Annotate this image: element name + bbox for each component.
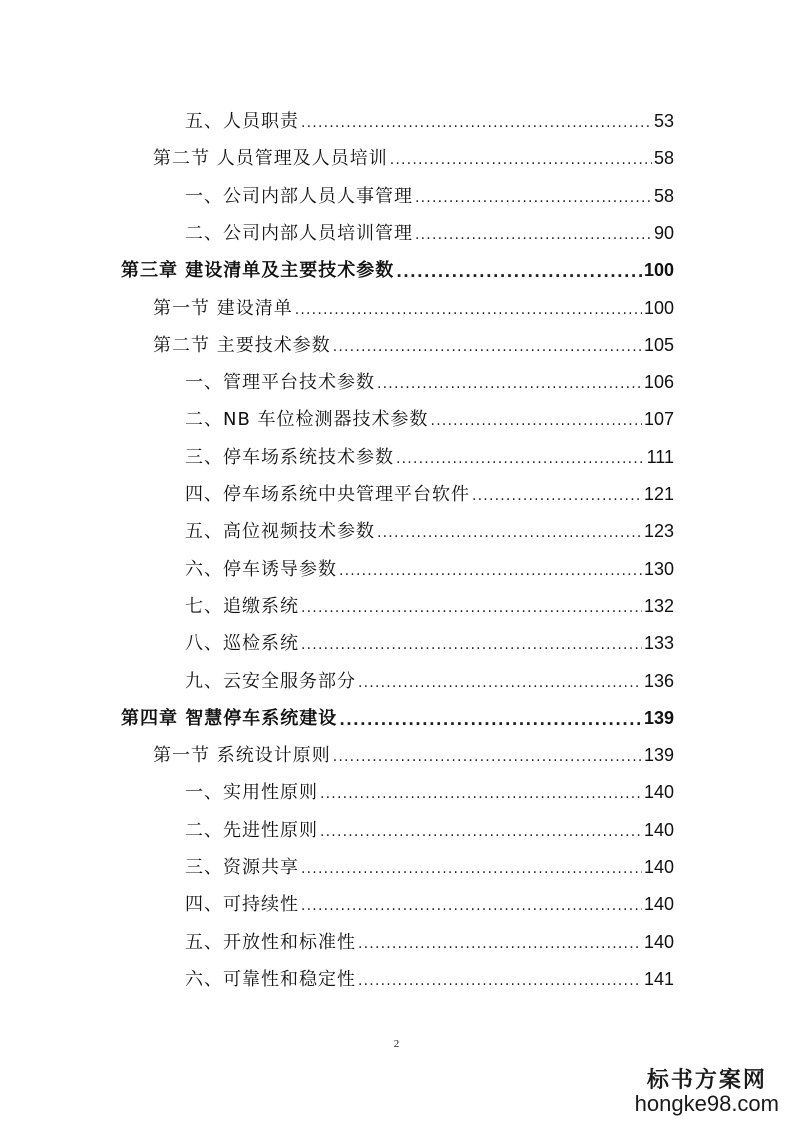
toc-entry-page-number: 58: [653, 186, 674, 207]
site-watermark: [635, 1068, 779, 1116]
toc-entry-page-number: 100: [643, 260, 674, 281]
toc-entry-page-number: 105: [643, 335, 674, 356]
toc-entry-title: 第一节 建设清单: [153, 298, 293, 320]
toc-entry-page-number: 100: [643, 298, 674, 319]
toc-entry-title: 七、追缴系统: [185, 596, 299, 618]
toc-entry-title: 第四章 智慧停车系统建设: [121, 708, 338, 730]
toc-entry-title: 六、停车诱导参数: [185, 559, 337, 581]
toc-entry-title: 九、云安全服务部分: [185, 671, 356, 693]
toc-subsection-entry[interactable]: [185, 552, 674, 580]
toc-entry-page-number: 130: [643, 559, 674, 580]
toc-subsection-entry[interactable]: [185, 104, 674, 132]
toc-subsection-entry[interactable]: [185, 216, 674, 244]
toc-dot-leader: [358, 676, 642, 692]
toc-dot-leader: [472, 489, 642, 505]
toc-chapter-entry[interactable]: [121, 701, 674, 729]
toc-entry-title: 三、资源共享: [185, 857, 299, 879]
toc-dot-leader: [390, 153, 652, 169]
toc-entry-page-number: 123: [643, 521, 674, 542]
toc-entry-page-number: 111: [646, 447, 674, 468]
toc-subsection-entry[interactable]: [185, 925, 674, 953]
toc-entry-page-number: 140: [643, 820, 674, 841]
toc-dot-leader: [320, 787, 642, 803]
toc-entry-title: 五、开放性和标准性: [185, 932, 356, 954]
toc-entry-page-number: 136: [643, 671, 674, 692]
toc-dot-leader: [295, 303, 642, 319]
toc-entry-page-number: 90: [653, 223, 674, 244]
toc-subsection-entry[interactable]: [185, 402, 674, 430]
toc-dot-leader: [415, 191, 652, 207]
toc-subsection-entry[interactable]: [185, 962, 674, 990]
toc-entry-page-number: 133: [643, 633, 674, 654]
toc-subsection-entry[interactable]: [185, 365, 674, 393]
toc-subsection-entry[interactable]: [185, 514, 674, 542]
toc-subsection-entry[interactable]: [185, 850, 674, 878]
toc-dot-leader: [377, 526, 642, 542]
toc-dot-leader: [301, 601, 642, 617]
toc-entry-title: 第二节 主要技术参数: [153, 335, 331, 357]
toc-entry-page-number: 132: [643, 596, 674, 617]
toc-entry-page-number: 139: [643, 745, 674, 766]
toc-subsection-entry[interactable]: [185, 887, 674, 915]
toc-dot-leader: [333, 750, 642, 766]
toc-entry-page-number: 140: [643, 894, 674, 915]
toc-subsection-entry[interactable]: [185, 775, 674, 803]
toc-entry-title: 第一节 系统设计原则: [153, 745, 331, 767]
toc-entry-title: 六、可靠性和稳定性: [185, 969, 356, 991]
toc-dot-leader: [396, 264, 642, 282]
toc-dot-leader: [320, 825, 642, 841]
page-number: 2: [393, 1038, 400, 1050]
toc-dot-leader: [301, 862, 642, 878]
toc-entry-title: 四、可持续性: [185, 894, 299, 916]
toc-entry-page-number: 121: [643, 484, 674, 505]
toc-entry-page-number: 58: [653, 148, 674, 169]
toc-dot-leader: [301, 899, 642, 915]
toc-subsection-entry[interactable]: [185, 813, 674, 841]
toc-entry-title: 第三章 建设清单及主要技术参数: [121, 260, 395, 282]
toc-entry-title: 五、高位视频技术参数: [185, 521, 375, 543]
toc-dot-leader: [333, 340, 642, 356]
toc-dot-leader: [358, 974, 642, 990]
toc-entry-title: 三、停车场系统技术参数: [185, 447, 394, 469]
toc-dot-leader: [377, 377, 642, 393]
toc-dot-leader: [301, 638, 642, 654]
toc-dot-leader: [415, 228, 652, 244]
toc-entry-title: 一、公司内部人员人事管理: [185, 186, 413, 208]
toc-entry-title: 八、巡检系统: [185, 633, 299, 655]
toc-entry-page-number: 107: [643, 409, 674, 430]
toc-entry-page-number: 141: [643, 969, 674, 990]
toc-entry-page-number: 140: [643, 782, 674, 803]
toc-dot-leader: [431, 414, 642, 430]
watermark-name: 标书方案网: [646, 1066, 767, 1093]
toc-entry-title: 二、先进性原则: [185, 820, 318, 842]
toc-subsection-entry[interactable]: [185, 179, 674, 207]
toc-dot-leader: [339, 564, 642, 580]
toc-subsection-entry[interactable]: [185, 477, 674, 505]
toc-dot-leader: [339, 712, 642, 730]
toc-dot-leader: [396, 452, 645, 468]
toc-entry-title: 五、人员职责: [185, 111, 299, 133]
toc-dot-leader: [301, 116, 652, 132]
toc-entry-title: 二、NB 车位检测器技术参数: [185, 409, 429, 431]
toc-entry-title: 一、管理平台技术参数: [185, 372, 375, 394]
toc-subsection-entry[interactable]: [185, 664, 674, 692]
toc-entry-page-number: 53: [653, 111, 674, 132]
toc-entry-page-number: 106: [643, 372, 674, 393]
toc-entry-title: 二、公司内部人员培训管理: [185, 223, 413, 245]
toc-entry-page-number: 140: [643, 857, 674, 878]
toc-section-entry[interactable]: [153, 291, 674, 319]
toc-section-entry[interactable]: [153, 738, 674, 766]
toc-entry-page-number: 140: [643, 932, 674, 953]
toc-subsection-entry[interactable]: [185, 626, 674, 654]
toc-section-entry[interactable]: [153, 141, 674, 169]
toc-dot-leader: [358, 937, 642, 953]
toc-section-entry[interactable]: [153, 328, 674, 356]
toc-subsection-entry[interactable]: [185, 589, 674, 617]
toc-entry-title: 第二节 人员管理及人员培训: [153, 148, 388, 170]
watermark-url: hongke98.com: [634, 1090, 779, 1116]
toc-entry-page-number: 139: [643, 708, 674, 729]
toc-entry-title: 一、实用性原则: [185, 782, 318, 804]
toc-chapter-entry[interactable]: [121, 253, 674, 281]
toc-subsection-entry[interactable]: [185, 440, 674, 468]
toc-entry-title: 四、停车场系统中央管理平台软件: [185, 484, 470, 506]
